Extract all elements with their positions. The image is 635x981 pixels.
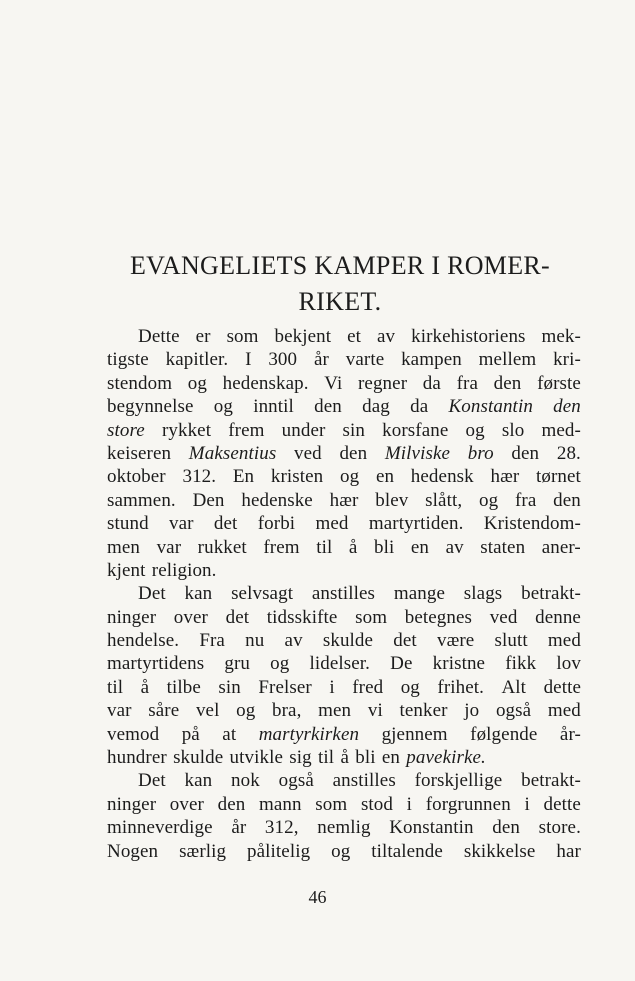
text-line xyxy=(107,326,581,349)
word: fra xyxy=(514,489,537,511)
word: med- xyxy=(541,419,581,441)
word: år- xyxy=(559,723,581,745)
word: 312, xyxy=(264,817,299,839)
text-line xyxy=(107,677,581,700)
word: til xyxy=(316,536,333,558)
word: følgende xyxy=(470,723,538,745)
word: skikkelse xyxy=(463,840,536,862)
word: kampen xyxy=(401,349,462,371)
word: oktober xyxy=(107,466,166,488)
word: 28. xyxy=(556,442,581,464)
body-text xyxy=(107,326,581,864)
word: selvsagt xyxy=(231,583,294,605)
word: store xyxy=(107,419,145,441)
word: var xyxy=(107,700,132,722)
word: lidelser. xyxy=(309,653,371,675)
word: hendelse. xyxy=(107,630,180,652)
word: Maksentius xyxy=(188,442,277,464)
word: fred xyxy=(352,676,384,698)
word: forskjellige xyxy=(414,770,503,792)
word: som xyxy=(226,326,259,347)
word: martyrtidens xyxy=(107,653,205,675)
word: begynnelse xyxy=(107,396,194,418)
word: De xyxy=(390,653,413,675)
word: vemod xyxy=(107,723,160,745)
word: den xyxy=(339,442,368,464)
word: nemlig xyxy=(317,817,371,839)
word: skulde xyxy=(322,630,374,652)
word: sin xyxy=(342,419,366,441)
word: En xyxy=(232,466,255,488)
word: anstilles xyxy=(311,583,376,605)
word: hedenske xyxy=(241,489,313,511)
word: aner- xyxy=(541,536,581,558)
text-line xyxy=(107,537,581,560)
word: jo xyxy=(464,700,480,722)
word: tilbe xyxy=(166,676,201,698)
word: og xyxy=(478,489,499,511)
word: som xyxy=(355,606,388,628)
word: den xyxy=(217,793,246,815)
word: Alt xyxy=(501,676,527,698)
word: år xyxy=(313,349,329,371)
word: av xyxy=(377,326,396,347)
word: det xyxy=(213,513,238,535)
word: kan xyxy=(184,770,213,792)
word: å xyxy=(140,676,150,698)
word: også xyxy=(278,770,314,792)
word: være xyxy=(436,630,475,652)
text-line xyxy=(107,700,581,723)
text-line xyxy=(107,653,581,676)
word: tidsskifte xyxy=(266,606,338,628)
word: slått, xyxy=(425,489,463,511)
word: 312. xyxy=(182,466,217,488)
text-line xyxy=(107,443,581,466)
word: et xyxy=(347,326,362,347)
word: anstilles xyxy=(332,770,396,792)
text-line xyxy=(107,560,581,583)
word: var xyxy=(156,536,182,558)
word: under xyxy=(281,419,326,441)
word: fra xyxy=(456,372,478,394)
word: ved xyxy=(489,606,518,628)
text-line xyxy=(107,747,581,770)
text-line xyxy=(107,794,581,817)
word: bekjent xyxy=(274,326,332,347)
word: stendom xyxy=(107,372,173,394)
word: hundrer xyxy=(107,747,167,769)
word: varte xyxy=(345,349,385,371)
word: dette xyxy=(543,793,581,815)
word: minneverdige xyxy=(107,817,213,839)
text-line xyxy=(107,420,581,443)
text-line xyxy=(107,724,581,747)
word: Dette xyxy=(138,326,180,347)
word: tigste xyxy=(107,349,149,371)
word: Fra xyxy=(199,630,225,652)
word: særlig xyxy=(179,840,227,862)
word: betegnes xyxy=(404,606,473,628)
word: tenker xyxy=(399,700,448,722)
word: skulde xyxy=(173,747,224,769)
word: slutt xyxy=(494,630,528,652)
chapter-title-line-1: EVANGELIETS KAMPER I ROMER- xyxy=(129,251,550,280)
word: i xyxy=(524,793,530,815)
word: en xyxy=(381,747,401,769)
word: mange xyxy=(393,583,445,605)
word: på xyxy=(181,723,200,745)
word: kan xyxy=(184,583,213,605)
word: ved xyxy=(294,442,322,464)
word: hedenskap. xyxy=(222,372,309,394)
word: tørnet xyxy=(536,466,581,488)
word: regner xyxy=(358,372,408,394)
word: rykket xyxy=(161,419,212,441)
word: den xyxy=(553,489,581,511)
word: men xyxy=(318,700,352,722)
word: det xyxy=(393,630,417,652)
word: med xyxy=(315,513,349,535)
word: betrakt- xyxy=(521,583,581,605)
word: forbi xyxy=(257,513,296,535)
word: tiltalende xyxy=(371,840,443,862)
word: Det xyxy=(138,770,166,792)
word: første xyxy=(537,372,581,394)
word: sin xyxy=(218,676,241,698)
word: bli xyxy=(355,747,376,769)
word: Konstantin xyxy=(448,396,533,418)
word: med xyxy=(547,630,581,652)
word: det xyxy=(225,606,250,628)
word: mann xyxy=(259,793,302,815)
word: kjent xyxy=(107,559,146,581)
word: stod xyxy=(360,793,394,815)
word: og xyxy=(400,676,420,698)
word: i xyxy=(406,793,413,815)
word: som xyxy=(315,793,348,815)
text-line xyxy=(107,607,581,630)
word: betrakt- xyxy=(521,770,581,792)
word: martyrtiden. xyxy=(368,513,464,535)
word: denne xyxy=(535,606,581,628)
word: var xyxy=(169,513,194,535)
word: sammen. xyxy=(107,489,176,511)
word: den xyxy=(553,396,581,418)
word: den xyxy=(314,396,342,418)
word: og xyxy=(331,840,351,862)
word: mek- xyxy=(541,326,581,347)
word: sig xyxy=(289,747,312,769)
word: hedensk xyxy=(410,466,474,488)
word: da xyxy=(410,396,429,418)
word: kapitler. xyxy=(165,349,229,371)
word: men xyxy=(107,536,141,558)
word: bli xyxy=(373,536,395,558)
word: Frelser xyxy=(258,676,312,698)
word: med xyxy=(547,700,581,722)
text-line xyxy=(107,513,581,536)
word: nok xyxy=(231,770,260,792)
word: har xyxy=(556,840,581,862)
word: til xyxy=(318,747,335,769)
chapter-title-line-2: RIKET. xyxy=(298,287,382,316)
word: gru xyxy=(224,653,251,675)
word: den xyxy=(492,817,520,839)
word: kirkehistoriens xyxy=(411,326,526,347)
word: fikk xyxy=(505,653,537,675)
word: frem xyxy=(228,419,265,441)
text-line xyxy=(107,817,581,840)
word: er xyxy=(195,326,211,347)
word: utvikle xyxy=(229,747,284,769)
word: lov xyxy=(556,653,581,675)
page-number: 46 xyxy=(308,887,327,907)
word: å xyxy=(340,747,349,769)
word: keiseren xyxy=(107,442,172,464)
text-line xyxy=(107,841,581,864)
word: rukket xyxy=(197,536,247,558)
word: pavekirke. xyxy=(406,747,486,769)
word: og xyxy=(340,466,360,488)
word: blev xyxy=(375,489,409,511)
word: nu xyxy=(245,630,265,652)
word: korsfane xyxy=(382,419,449,441)
word: at xyxy=(222,723,237,745)
word: inntil xyxy=(253,396,294,418)
word: I xyxy=(245,349,252,371)
word: og xyxy=(465,419,485,441)
text-line xyxy=(107,490,581,513)
word: Kristendom- xyxy=(483,513,581,535)
word: forgrunnen xyxy=(425,793,511,815)
word: Nogen xyxy=(107,840,159,862)
word: å xyxy=(348,536,358,558)
word: den xyxy=(493,372,522,394)
word: også xyxy=(495,700,532,722)
word: Den xyxy=(192,489,225,511)
word: martyrkirken xyxy=(258,723,360,745)
word: store. xyxy=(538,817,581,839)
word: Det xyxy=(138,583,166,605)
word: 300 xyxy=(268,349,298,371)
word: Milviske xyxy=(384,442,451,464)
text-line xyxy=(107,373,581,396)
word: vi xyxy=(367,700,383,722)
word: av xyxy=(445,536,464,558)
word: bra, xyxy=(272,700,302,722)
word: av xyxy=(284,630,303,652)
word: kristne xyxy=(432,653,486,675)
word: ninger xyxy=(107,793,157,815)
word: kristen xyxy=(270,466,324,488)
text-line xyxy=(107,583,581,606)
word: da xyxy=(422,372,441,394)
word: den xyxy=(511,442,540,464)
text-line xyxy=(107,466,581,489)
word: og xyxy=(270,653,290,675)
word: dag xyxy=(362,396,390,418)
word: og xyxy=(236,700,256,722)
word: år xyxy=(231,817,247,839)
word: ninger xyxy=(107,606,157,628)
word: religion. xyxy=(151,559,217,581)
word: over xyxy=(169,793,204,815)
word: bro xyxy=(467,442,494,464)
word: frihet. xyxy=(437,676,484,698)
word: kri- xyxy=(553,349,581,371)
word: stund xyxy=(107,513,149,535)
word: vel xyxy=(195,700,220,722)
word: mellem xyxy=(478,349,537,371)
word: staten xyxy=(480,536,526,558)
word: til xyxy=(107,676,124,698)
word: frem xyxy=(263,536,300,558)
word: Vi xyxy=(324,372,343,394)
word: hær xyxy=(329,489,359,511)
text-line xyxy=(107,396,581,419)
chapter-title xyxy=(100,248,580,320)
word: såre xyxy=(148,700,180,722)
word: dette xyxy=(543,676,581,698)
word: og xyxy=(187,372,207,394)
word: en xyxy=(410,536,430,558)
word: gjennem xyxy=(381,723,448,745)
word: og xyxy=(213,396,233,418)
text-line xyxy=(107,349,581,372)
word: i xyxy=(329,676,335,698)
word: slags xyxy=(463,583,503,605)
word: pålitelig xyxy=(247,840,311,862)
word: en xyxy=(375,466,395,488)
text-line xyxy=(107,630,581,653)
word: slo xyxy=(501,419,525,441)
word: hær xyxy=(490,466,520,488)
text-line xyxy=(107,770,581,793)
word: over xyxy=(173,606,208,628)
word: Konstantin xyxy=(389,817,474,839)
